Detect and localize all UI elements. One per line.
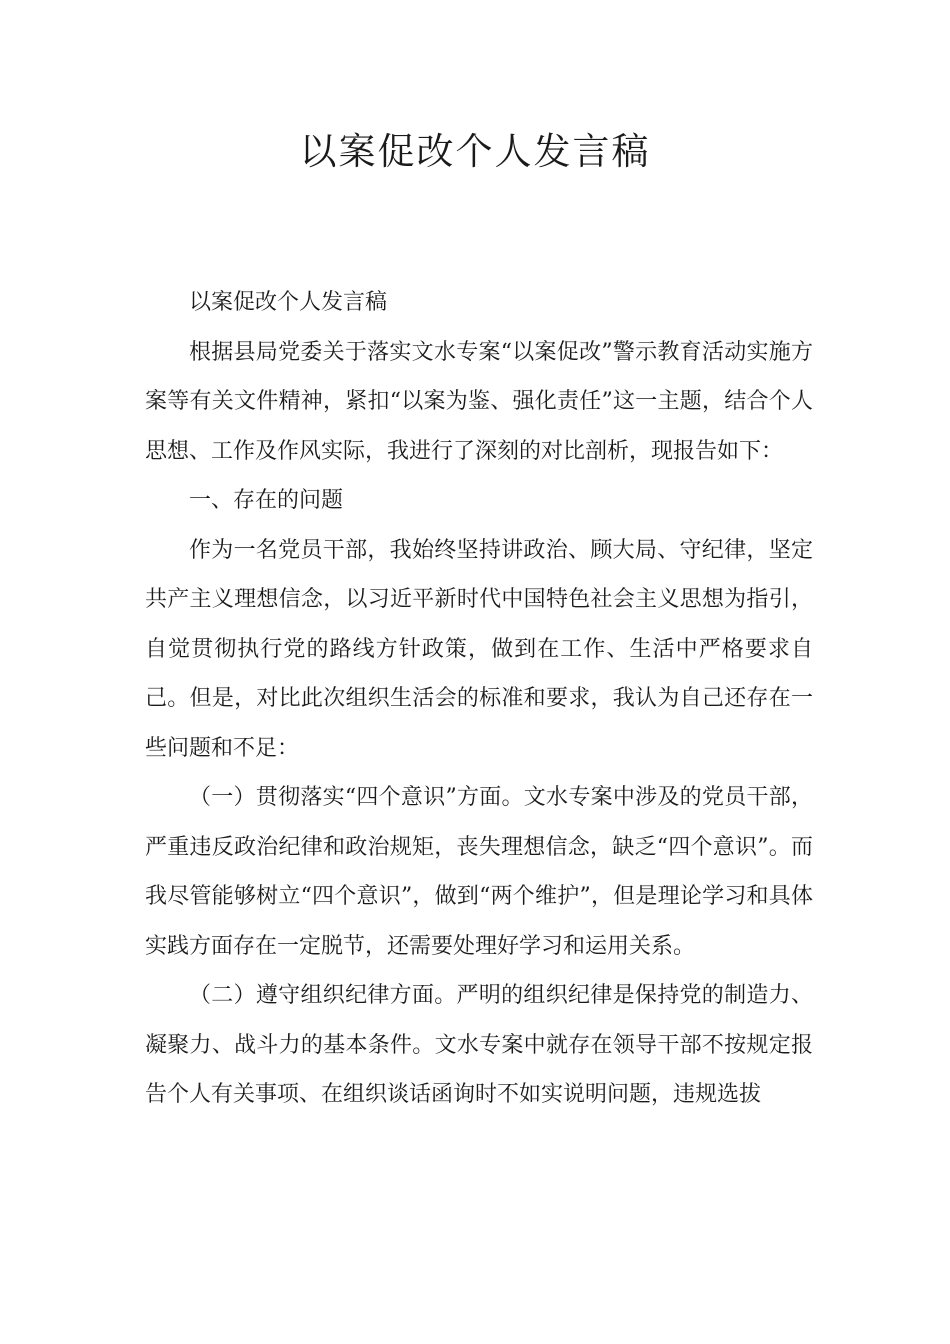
document-title: 以案促改个人发言稿	[299, 130, 651, 173]
paragraph-item-one: （一）贯彻落实“四个意识”方面。文水专案中涉及的党员干部，严重违反政治纪律和政治规矩，丧失理想信念，缺乏“四个意识”。而我尽管能够树立“四个意识”，做到“两个维护”，但是理论学习和具体实践方面存在一定脱节，还需要处理好学习和运用关系。	[145, 785, 813, 959]
paragraph-self-assessment: 作为一名党员干部，我始终坚持讲政治、顾大局、守纪律，坚定共产主义理想信念，以习近平新时代中国特色社会主义思想为指引，自觉贯彻执行党的路线方针政策，做到在工作、生活中严格要求自己。但是，对比此次组织生活会的标准和要求，我认为自己还存在一些问题和不足：	[145, 537, 813, 761]
paragraph-intro: 根据县局党委关于落实文水专案“以案促改”警示教育活动实施方案等有关文件精神，紧扣“以案为鉴、强化责任”这一主题，结合个人思想、工作及作风实际，我进行了深刻的对比剖析，现报告如下：	[145, 339, 813, 464]
paragraph-subtitle: 以案促改个人发言稿	[189, 290, 388, 315]
paragraph-item-two: （二）遵守组织纪律方面。严明的组织纪律是保持党的制造力、凝聚力、战斗力的基本条件。文水专案中就存在领导干部不按规定报告个人有关事项、在组织谈话函询时不如实说明问题，违规选拔	[145, 983, 813, 1107]
document-body	[145, 278, 813, 1120]
section-heading-problems: 一、存在的问题	[189, 488, 344, 513]
